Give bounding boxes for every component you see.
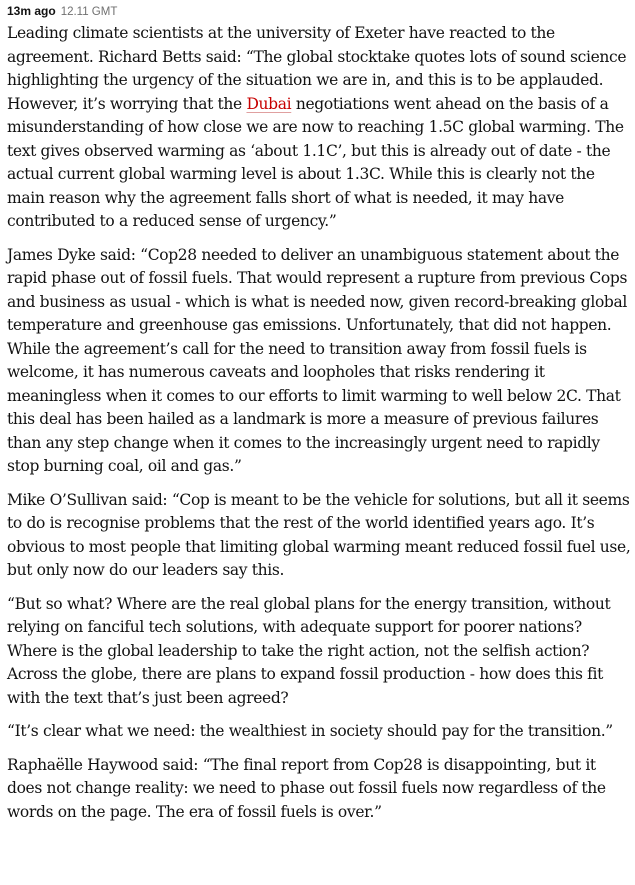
paragraph-wealthiest: “It’s clear what we need: the wealthiest in society should pay for the transition.” — [7, 722, 613, 740]
time-ago[interactable]: 13m ago — [7, 4, 56, 18]
dubai-link[interactable]: Dubai — [246, 94, 292, 113]
paragraph-so-what: “But so what? Where are the real global plans for the energy transition, without relying on fanciful tech solutions, with adequate support for poorer nations? Where is the global leadership to take the right action, not the selfish action? Across the globe, there are plans to expand fossil production - how does this fit with the text that’s just been agreed? — [7, 594, 611, 707]
paragraph-text: negotiations went ahead on the basis of a misunderstanding of how close we are now to reaching 1.5C global warming. The text gives observed warming as ‘about 1.1C’, but this is already out of date - the actual current global warming level is about 1.3C. While this is clearly not the main reason why the agreement falls short of what is needed, it may have contributed to a reduced sense of urgency.” — [7, 94, 624, 230]
post-timestamp — [7, 0, 631, 22]
paragraph-text: Leading climate scientists at the university of Exeter have reacted to the agreement. Richard Betts said: “The global stocktake quotes lots of sound science highlighting the urgency of the situation we are in, and this is to be applauded. However, it’s worrying that the — [7, 24, 627, 113]
paragraph-richard-betts — [7, 22, 631, 234]
live-blog-post — [7, 0, 631, 834]
paragraph-james-dyke: James Dyke said: “Cop28 needed to deliver an unambiguous statement about the rapid phase out of fossil fuels. That would represent a rupture from previous Cops and business as usual - which is what is needed now, given record-breaking global temperature and greenhouse gas emissions. Unfortunately, that did not happen. While the agreement’s call for the need to transition away from fossil fuels is welcome, it has numerous caveats and loopholes that risks rendering it meaningless when it comes to our efforts to limit warming to well below 2C. That this deal has been hailed as a landmark is more a measure of previous failures than any step change when it comes to the increasingly urgent need to rapidly stop burning coal, oil and gas.” — [7, 245, 628, 475]
paragraph-raphaelle-haywood: Raphaëlle Haywood said: “The final report from Cop28 is disappointing, but it does not change reality: we need to phase out fossil fuels now regardless of the words on the page. The era of fossil fuels is over.” — [7, 755, 606, 821]
time-gmt: 12.11 GMT — [60, 6, 118, 18]
paragraph-mike-osullivan: Mike O’Sullivan said: “Cop is meant to be the vehicle for solutions, but all it seems to do is recognise problems that the rest of the world identified years ago. It’s obvious to most people that limiting global warming meant reduced fossil fuel use, but only now do our leaders say this. — [7, 490, 631, 579]
